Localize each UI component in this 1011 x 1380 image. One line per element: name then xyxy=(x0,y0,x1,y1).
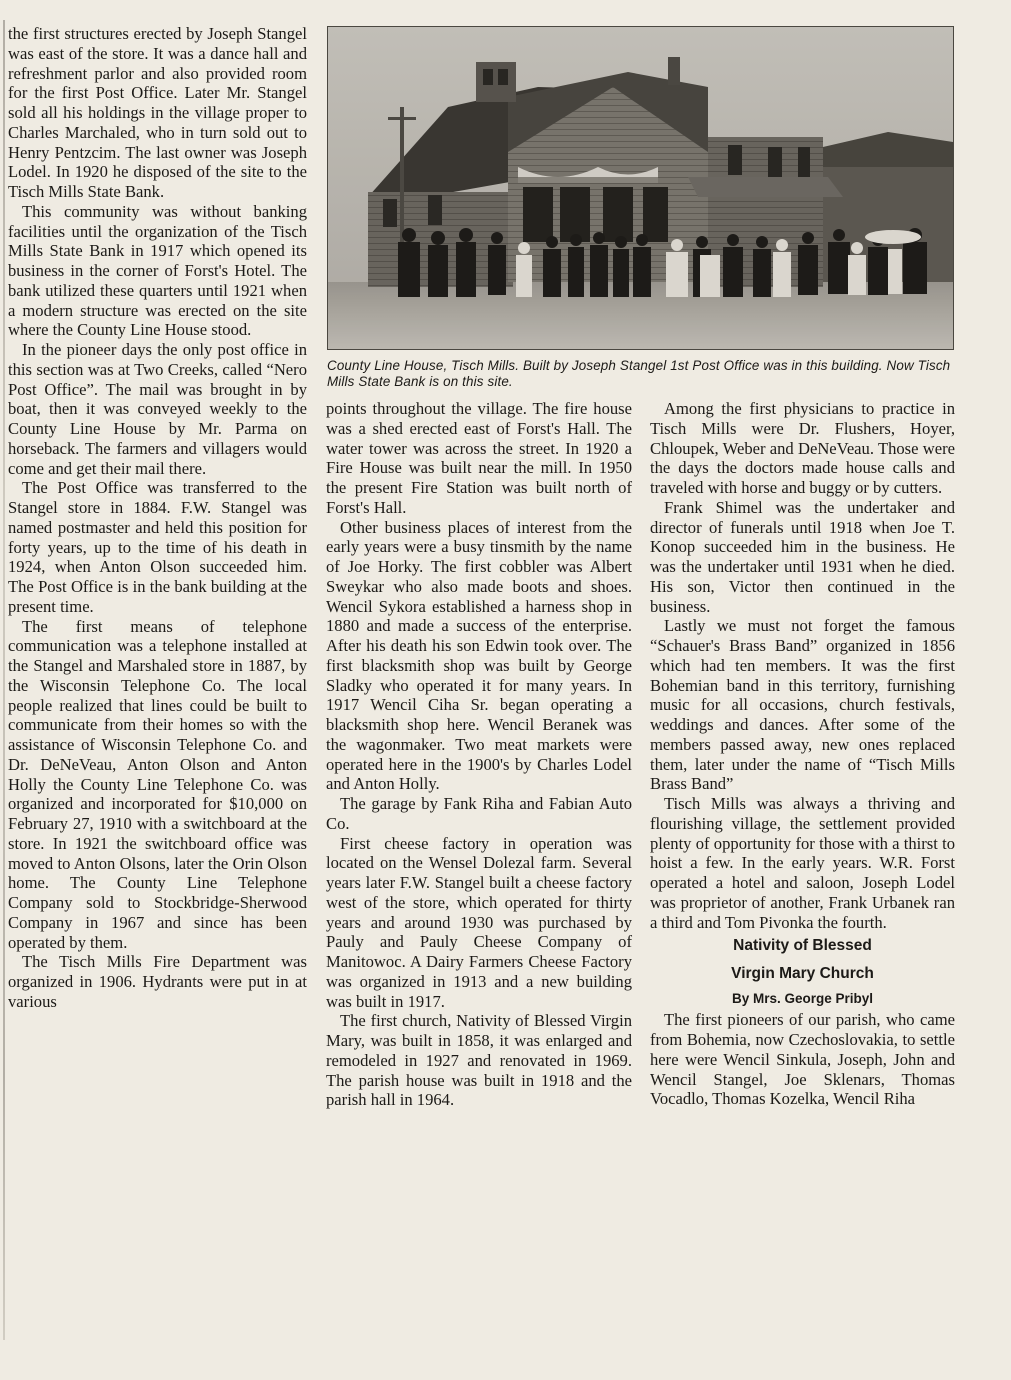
page-binding-edge xyxy=(3,20,5,1340)
paragraph: The first church, Nativity of Blessed Virgin Mary, was built in 1858, it was enlarged and remodeled in 1927 and renovated in 1969. The parish house was built in 1918 and the parish hall in 1964. xyxy=(326,1011,632,1110)
paragraph: points throughout the village. The fire house was a shed erected east of Forst's Hall. The water tower was across the street. In 1920 a Fire House was built near the mill. In 1950 the present Fire Station was built north of Forst's Hall. xyxy=(326,399,632,517)
paragraph: Among the first physicians to practice in Tisch Mills were Dr. Flushers, Hoyer, Chloupek, Weber and DeNeVeau. Those were the days the doctors made house calls and traveled with horse and buggy or by cutters. xyxy=(650,399,955,497)
paragraph: Other business places of interest from the early years were a busy tinsmith by the name of Joe Horky. The first cobbler was Albert Sweykar who also made boots and shoes. Wencil Sykora established a harness shop in 1880 and made a success of the enterprise. After his death his son Edwin took over. The first blacksmith shop was built by George Sladky who operated it for many years. In 1917 Wencil Ciha Sr. began operating a blacksmith shop here. Wencil Beranek was the wagonmaker. Two meat markets were operated here in the 1900's by Charles Lodel and Anton Holly. xyxy=(326,517,632,794)
byline: By Mrs. George Pribyl xyxy=(731,991,874,1007)
section-heading: Nativity of Blessed xyxy=(733,937,872,955)
text-column-2 xyxy=(326,399,632,1110)
text-column-3 xyxy=(650,399,955,1109)
section-heading: Virgin Mary Church xyxy=(731,965,874,983)
text-column-1 xyxy=(8,24,307,1012)
paragraph: Lastly we must not forget the famous “Schauer's Brass Band” organized in 1856 which had ten members. It was the first Bohemian band in this territory, furnishing music for all occasions, church festivals, weddings and dances. After some of the members passed away, new ones replaced them, later under the name of “Tisch Mills Brass Band” xyxy=(650,616,955,794)
paragraph: First cheese factory in operation was located on the Wensel Dolezal farm. Several years later F.W. Stangel built a cheese factory west of the store, which operated for thirty years and around 1930 was purchased by Pauly and Pauly Cheese Company of Manitowoc. A Dairy Farmers Cheese Factory was organized in 1913 and a new building was built in 1917. xyxy=(326,833,632,1011)
paragraph: the first structures erected by Joseph Stangel was east of the store. It was a dance hall and refreshment parlor and also provided room for the first Post Office. Later Mr. Stangel sold all his holdings in the village proper to Charles Marchaled, who in turn sold out to Henry Pentzcim. The last owner was Joseph Lodel. In 1920 he disposed of the site to the Tisch Mills State Bank. xyxy=(8,24,307,201)
paragraph: The Post Office was transferred to the Stangel store in 1884. F.W. Stangel was named postmaster and held this position for forty years, up to the time of his death in 1924, when Anton Olson succeeded him. The Post Office is in the bank building at the present time. xyxy=(8,478,307,616)
paragraph: Tisch Mills was always a thriving and flourishing village, the settlement provided plenty of opportunity for those with a thirst to hoist a few. In the early years. W.R. Forst operated a hotel and saloon, Joseph Lodel was proprietor of another, Frank Urbanek ran a third and Tom Pivonka the fourth. xyxy=(650,794,955,932)
paragraph: The first means of telephone communication was a telephone installed at the Stangel and Marshaled store in 1887, by the Wisconsin Telephone Co. The local people realized that lines could be built to communicate from their homes so with the assistance of Wisconsin Telephone Co. and Dr. DeNeVeau, Anton Olson and Anton Holly the County Line Telephone Co. was organized and incorporated for $10,000 on February 27, 1910 with a switchboard at the store. In 1921 the switchboard office was moved to Anton Olsons, later the Orin Olson home. The County Line Telephone Company sold to Stockbridge-Sherwood Company in 1967 and since has been operated by them. xyxy=(8,616,307,952)
county-line-house-photo xyxy=(327,26,954,350)
paragraph: The garage by Fank Riha and Fabian Auto Co. xyxy=(326,794,632,833)
paragraph: Frank Shimel was the undertaker and director of funerals until 1918 when Joe T. Konop succeeded him in the business. He was the undertaker until 1931 when he died. His son, Victor then continued in the business. xyxy=(650,497,955,616)
paragraph: The Tisch Mills Fire Department was organized in 1906. Hydrants were put in at various xyxy=(8,952,307,1011)
paragraph: In the pioneer days the only post office in this section was at Two Creeks, called “Nero Post Office”. The mail was brought in by boat, then it was conveyed weekly to the County Line House by Mr. Parma on horseback. The farmers and villagers would come and get their mail there. xyxy=(8,340,307,478)
photo-caption: County Line House, Tisch Mills. Built by Joseph Stangel 1st Post Office was in this building. Now Tisch Mills State Bank is on this site. xyxy=(327,358,951,389)
paragraph: This community was without banking facilities until the organization of the Tisch Mills State Bank in 1917 which opened its business in the corner of Forst's Hotel. The bank utilized these quarters until 1921 when a modern structure was erected on the site where the County Line House stood. xyxy=(8,201,307,340)
paragraph: The first pioneers of our parish, who came from Bohemia, now Czechoslovakia, to settle here were Wencil Sinkula, Joseph, John and Wencil Stangel, Joe Sklenars, Thomas Vocadlo, Thomas Kozelka, Wencil Riha xyxy=(650,1010,955,1109)
